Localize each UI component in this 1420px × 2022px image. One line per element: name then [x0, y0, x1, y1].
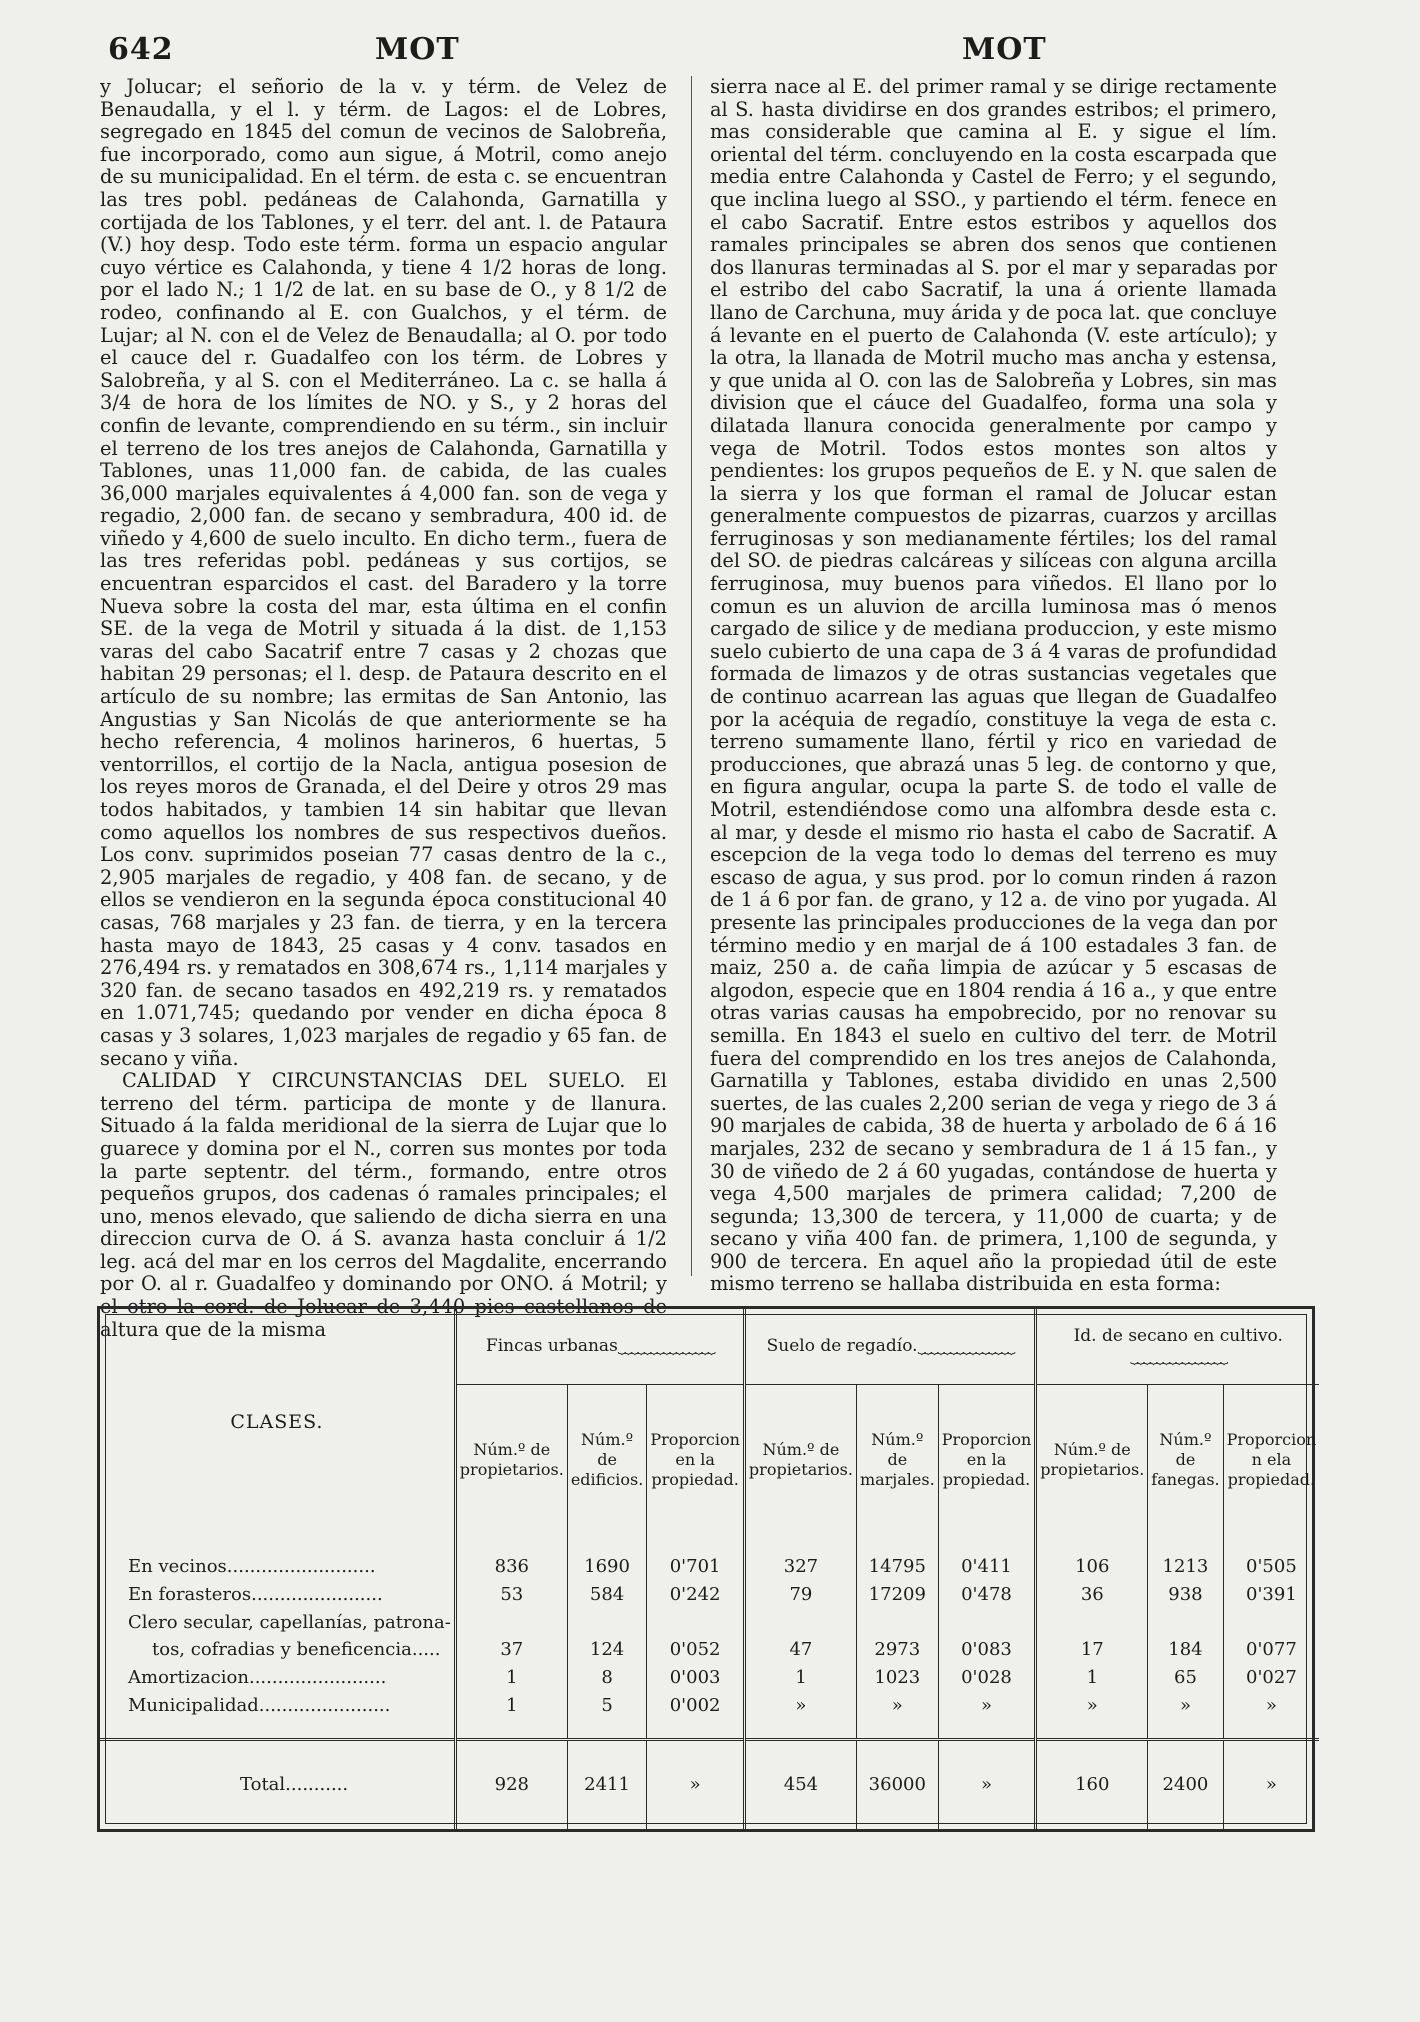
row-label: En vecinos..........................: [128, 1556, 376, 1578]
cell: 1: [744, 1664, 856, 1692]
cell: 17: [1036, 1637, 1148, 1665]
cell: 938: [1148, 1581, 1223, 1609]
paragraph: sierra nace al E. del primer ramal y se dirige rectamente al S. hasta dividirse en dos grandes estribos; el primero, mas considerable que camina al E. y sigue el lím. oriental del térm. concluyendo en la costa escarpada que media entre Calahonda y Castel de Ferro; y el segundo, que inclina luego al SSO., y partiendo el térm. fenece en el cabo Sacratif. Entre estos estribos y aquellos dos ramales principales se abren dos senos que contienen dos llanuras terminadas al S. por el mar y separadas por el estribo del cabo Sacratif, la una á oriente llamada llano de Carchuna, muy árida y de poca lat. que concluye á levante en el puerto de Calahonda (V. este artículo); y la otra, la llanada de Motril mucho mas ancha y estensa, y que unida al O. con las de Salobreña y Lobres, sin mas division que el cáuce del Guadalfeo, forma una sola y dilatada llanura conocida generalmente por campo y vega de Motril. Todos estos montes son altos y pendientes: los grupos pequeños de E. y N. que salen de la sierra y los que forman el ramal de Jolucar estan generalmente compuestos de pizarras, cuarzos y arcillas ferruginosas y son medianamente fértiles; los del ramal del SO. de piedras calcáreas y silíceas con alguna arcilla ferruginosa, muy buenos para viñedos. El llano por lo comun es un aluvion de arcilla luminosa mas ó menos cargado de silice y de mediana produccion, y este mismo suelo cubierto de una capa de 3 á 4 varas de profundidad formada de limazos y de otras sustancias vegetales que de continuo acarrean las aguas que llegan de Guadalfeo por la acéquia de regadío, constituye la vega de esta c. terreno sumamente llano, fértil y rico en variedad de producciones, que abrazá unas 5 leg. de contorno y que, en figura angular, ocupa la parte S. de todo el valle de Motril, estendiéndose como una alfombra desde esta c. al mar, y desde el mismo rio hasta el cabo de Sacratif. A escepcion de la vega todo lo demas del terreno es muy escaso de agua, y sus prod. por lo comun rinden á razon de 1 á 6 por fan. de grano, y 12 a. de vino por yugada. Al presente las principales producciones de la vega dan por término medio y en marjal de á 100 estadales 3 fan. de maiz, 250 a. de caña limpia de azúcar y 5 escasas de algodon, especie que en 1804 rendia á 16 a., y que entre otras varias causas ha empobrecido, por no renovar su semilla. En 1843 el suelo en cultivo del terr. de Motril fuera del comprendido en los tres anejos de Calahonda, Garnatilla y Tablones, estaba dividido en unas 2,500 suertes, de las cuales 2,200 serian de vega y riego de 3 á 90 marjales de cabida, 38 de huerta y arbolado de 6 á 16 marjales, 232 de secano y sembradura de 1 á 15 fan., y 30 de viñedo de 2 á 60 yugadas, contándose de huerta y vega 4,500 marjales de primera calidad; 7,200 de segunda; 13,300 de tercera, y 11,000 de cuarta; y de secano y viña 400 fan. de primera, 1,100 de segunda, y 900 de tercera. En aquel año la propiedad útil de este mismo terreno se hallaba distribuida en esta forma:: [710, 75, 1277, 1296]
cell: »: [1148, 1692, 1223, 1720]
subheader: Núm.º de marjales.: [856, 1384, 938, 1536]
total-cell: »: [647, 1739, 745, 1829]
cell: 106: [1036, 1554, 1148, 1582]
cell: 2973: [856, 1637, 938, 1665]
cell: 0'505: [1223, 1554, 1319, 1582]
cell: 1: [455, 1692, 567, 1720]
table-row: [100, 1692, 1319, 1720]
cell: 584: [567, 1581, 647, 1609]
running-header-left: MOT: [375, 32, 460, 67]
row-label: Clero secular, capellanías, patrona-: [128, 1611, 451, 1633]
cell: 8: [567, 1664, 647, 1692]
cell: 0'052: [647, 1637, 745, 1665]
cell: 0'083: [938, 1637, 1036, 1665]
subheader: Núm.º de fanegas.: [1148, 1384, 1223, 1536]
total-label: Total...........: [100, 1739, 455, 1829]
cell: »: [938, 1692, 1036, 1720]
cell: 5: [567, 1692, 647, 1720]
total-cell: »: [1223, 1739, 1319, 1829]
total-cell: 454: [744, 1739, 856, 1829]
paragraph-calidad: CALIDAD Y CIRCUNSTANCIAS DEL SUELO. El terreno del térm. participa de monte y de llanura. Situado á la falda meridional de la sierra de Lujar que lo guarece y domina por el N., corren sus montes por toda la parte septentr. del térm., formando, entre otros pequeños grupos, dos cadenas ó ramales principales; el uno, menos elevado, que saliendo de dicha sierra en una direccion curva de O. á S. avanza hasta concluir á 1/2 leg. acá del mar en los cerros del Magdalite, encerrando por O. al r. Guadalfeo y dominando por ONO. á Motril; y el otro la cord. de Jolucar de 3,440 pies castellanos de altura que de la misma: [100, 1069, 667, 1341]
total-cell: 2411: [567, 1739, 647, 1829]
cell: 1690: [567, 1554, 647, 1582]
cell: 0'003: [647, 1664, 745, 1692]
subheader: Proporcion en la propiedad.: [647, 1384, 745, 1536]
table-row: [100, 1609, 1319, 1637]
column-divider: [691, 76, 692, 1276]
cell: 836: [455, 1554, 567, 1582]
running-header-right: MOT: [962, 32, 1047, 67]
cell: 0'028: [938, 1664, 1036, 1692]
table-row: [100, 1554, 1319, 1582]
table-row: [100, 1581, 1319, 1609]
subheader: Proporcion en la propiedad.: [938, 1384, 1036, 1536]
page-number: 642: [108, 32, 174, 67]
cell: 0'077: [1223, 1637, 1319, 1665]
cell: 124: [567, 1637, 647, 1665]
subheader: Proporcion n ela propiedad.: [1223, 1384, 1319, 1536]
cell: 0'478: [938, 1581, 1036, 1609]
total-cell: 160: [1036, 1739, 1148, 1829]
cell: 79: [744, 1581, 856, 1609]
row-label: Amortizacion........................: [128, 1667, 387, 1689]
total-cell: 928: [455, 1739, 567, 1829]
group-header-secano: Id. de secano en cultivo.⏟⏟⏟⏟⏟⏟⏟⏟⏟⏟⏟⏟⏟⏟⏟: [1036, 1309, 1319, 1384]
cell: »: [1223, 1692, 1319, 1720]
total-cell: 36000: [856, 1739, 938, 1829]
cell: 1: [455, 1664, 567, 1692]
cell: 0'002: [647, 1692, 745, 1720]
group-header-regadio: Suelo de regadío.⏟⏟⏟⏟⏟⏟⏟⏟⏟⏟⏟⏟⏟⏟⏟: [744, 1309, 1035, 1384]
clases-header: CLASES.: [230, 1411, 324, 1434]
group-header-fincas: Fincas urbanas⏟⏟⏟⏟⏟⏟⏟⏟⏟⏟⏟⏟⏟⏟⏟: [455, 1309, 744, 1384]
paragraph: y Jolucar; el señorio de la v. y térm. de Velez de Benaudalla, y el l. y térm. de Lagos: el de Lobres, segregado en 1845 del comun de vecinos de Salobreña, fue incorporado, como aun sigue, á Motril, como anejo de su municipalidad. En el térm. de esta c. se encuentran las tres pobl. pedáneas de Calahonda, Garnatilla y cortijada de los Tablones, y el terr. del ant. l. de Pataura (V.) hoy desp. Todo este térm. forma un espacio angular cuyo vértice es Calahonda, y tiene 4 1/2 horas de long. por el lado N.; 1 1/2 de lat. en su base de O., y 8 1/2 de rodeo, confinando al E. con Gualchos, y el térm. de Lujar; al N. con el de Velez de Benaudalla; al O. por todo el cauce del r. Guadalfeo con los térm. de Lobres y Salobreña, y al S. con el Mediterráneo. La c. se halla á 3/4 de hora de los límites de NO. y S., y 2 horas del confin de levante, comprendiendo en su térm., sin incluir el terreno de los tres anejos de Calahonda, Garnatilla y Tablones, unas 11,000 fan. de cabida, de las cuales 36,000 marjales equivalentes á 4,000 fan. son de vega y regadio, 2,000 fan. de secano y sembradura, 400 id. de viñedo y 4,600 de suelo inculto. En dicho term., fuera de las tres referidas pobl. pedáneas y sus cortijos, se encuentran esparcidos el cast. del Baradero y la torre Nueva sobre la costa del mar, esta última en el confin SE. de la vega de Motril y situada á la dist. de 1,153 varas del cabo Sacatrif entre 7 casas y 2 chozas que habitan 29 personas; el l. desp. de Pataura descrito en el artículo de su nombre; las ermitas de San Antonio, las Angustias y San Nicolás de que anteriormente se ha hecho referencia, 4 molinos harineros, 6 huertas, 5 ventorrillos, el cortijo de la Nacla, antigua posesion de los reyes moros de Granada, el del Deire y otros 29 mas todos habitados, y tambien 14 sin habitar que llevan como aquellos los nombres de sus respectivos dueños. Los conv. suprimidos poseian 77 casas dentro de la c., 2,905 marjales de regadio, y 408 fan. de secano, y de ellos se vendieron en la segunda época constitucional 40 casas, 768 marjales y 23 fan. de tierra, y en la tercera hasta mayo de 1843, 25 casas y 4 conv. tasados en 276,494 rs. y rematados en 308,674 rs., 1,114 marjales y 320 fan. de secano tasados en 492,219 rs. y rematados en 1.071,745; quedando por vender en dicha época 8 casas y 3 solares, 1,023 marjales de regadio y 65 fan. de secano y viña.: [100, 75, 667, 1070]
cell: 14795: [856, 1554, 938, 1582]
right-column: [710, 76, 1277, 1296]
subheader: Núm.º de edificios.: [567, 1384, 647, 1536]
property-table-grid: [100, 1309, 1319, 1829]
cell: 1213: [1148, 1554, 1223, 1582]
total-cell: 2400: [1148, 1739, 1223, 1829]
row-label: En forasteros.......................: [128, 1584, 383, 1606]
cell: 17209: [856, 1581, 938, 1609]
cell: »: [744, 1692, 856, 1720]
cell: 0'027: [1223, 1664, 1319, 1692]
cell: 65: [1148, 1664, 1223, 1692]
row-label: tos, cofradias y beneficencia.....: [152, 1639, 441, 1661]
cell: »: [856, 1692, 938, 1720]
cell: »: [1036, 1692, 1148, 1720]
cell: 327: [744, 1554, 856, 1582]
subheader: Núm.º de propietarios.: [1036, 1384, 1148, 1536]
table-row: [100, 1637, 1319, 1665]
cell: 0'242: [647, 1581, 745, 1609]
total-cell: »: [938, 1739, 1036, 1829]
cell: 47: [744, 1637, 856, 1665]
cell: 1023: [856, 1664, 938, 1692]
cell: 36: [1036, 1581, 1148, 1609]
row-label: Municipalidad.......................: [128, 1694, 391, 1716]
cell: 37: [455, 1637, 567, 1665]
cell: 184: [1148, 1637, 1223, 1665]
table-row: [100, 1664, 1319, 1692]
cell: 0'411: [938, 1554, 1036, 1582]
total-row: [100, 1739, 1319, 1829]
cell: 0'391: [1223, 1581, 1319, 1609]
cell: 0'701: [647, 1554, 745, 1582]
property-table: [97, 1306, 1315, 1832]
subheader: Núm.º de propietarios.: [744, 1384, 856, 1536]
subheader: Núm.º de propietarios.: [455, 1384, 567, 1536]
cell: 1: [1036, 1664, 1148, 1692]
cell: 53: [455, 1581, 567, 1609]
left-column: [100, 76, 667, 1341]
